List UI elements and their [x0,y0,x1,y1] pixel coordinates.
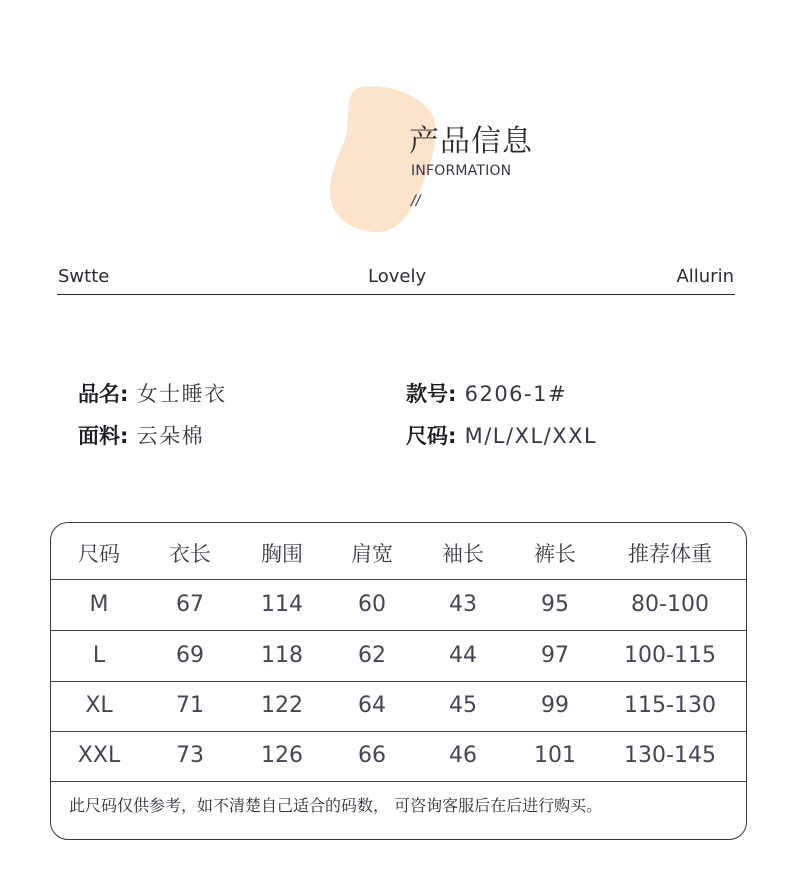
page-subtitle: INFORMATION [411,163,512,179]
header-cell: 推荐体重 [628,542,712,566]
table-cell: 46 [449,743,477,768]
divider-line [57,294,735,295]
table-cell: 99 [541,693,569,718]
table-cell: 66 [358,743,386,768]
table-cell: M [89,592,109,617]
product-name-field [78,378,227,408]
table-cell: 73 [176,743,204,768]
table-cell: 114 [261,592,303,617]
size-value: M/L/XL/XXL [464,424,598,448]
fabric-value: 云朵棉 [136,424,205,448]
table-cell: 101 [534,743,576,768]
table-cell: 118 [261,643,303,668]
header-cell: 胸围 [261,542,303,566]
table-cell: L [92,643,106,668]
decorative-blob [326,84,438,236]
table-cell: 71 [176,693,204,718]
size-disclaimer-note: 此尺码仅供参考，如不清楚自己适合的码数， 可咨询客服后在后进行购买。 [69,796,603,815]
table-row [51,631,746,682]
header-cell: 衣长 [169,542,211,566]
style-number-field [406,378,567,408]
table-cell: 45 [449,693,477,718]
table-cell: 60 [358,592,386,617]
table-row [51,580,746,631]
table-row [51,731,746,782]
table-cell: 122 [261,693,303,718]
table-cell: 43 [449,592,477,617]
header-cell: 裤长 [534,542,576,566]
product-name-value: 女士睡衣 [136,382,227,406]
tagline-middle: Lovely [368,266,427,287]
page-title: 产品信息 [409,124,533,159]
table-cell: 62 [358,643,386,668]
table-cell: 44 [449,643,477,668]
table-row [51,681,746,732]
product-name-label: 品名: [78,382,129,406]
size-chart-table [50,522,747,840]
table-cell: 130-145 [624,743,716,768]
size-label: 尺码: [406,424,457,448]
size-field [406,420,597,450]
decorative-slashes: // [411,193,421,209]
fabric-label: 面料: [78,424,129,448]
table-cell: 80-100 [631,592,709,617]
header-cell: 袖长 [442,542,484,566]
fabric-field [78,420,204,450]
tagline-right: Allurin [676,266,734,287]
style-number-label: 款号: [406,382,457,406]
table-cell: 115-130 [624,693,716,718]
table-cell: 95 [541,592,569,617]
header-cell: 肩宽 [351,542,393,566]
table-header-row [51,529,746,580]
table-cell: 97 [541,643,569,668]
table-cell: 126 [261,743,303,768]
table-cell: 100-115 [624,643,716,668]
table-cell: XXL [77,743,121,768]
table-cell: 64 [358,693,386,718]
table-cell: XL [85,693,113,718]
header-cell: 尺码 [78,542,120,566]
table-cell: 69 [176,643,204,668]
style-number-value: 6206-1# [464,382,568,406]
tagline-left: Swtte [58,266,110,287]
table-cell: 67 [176,592,204,617]
